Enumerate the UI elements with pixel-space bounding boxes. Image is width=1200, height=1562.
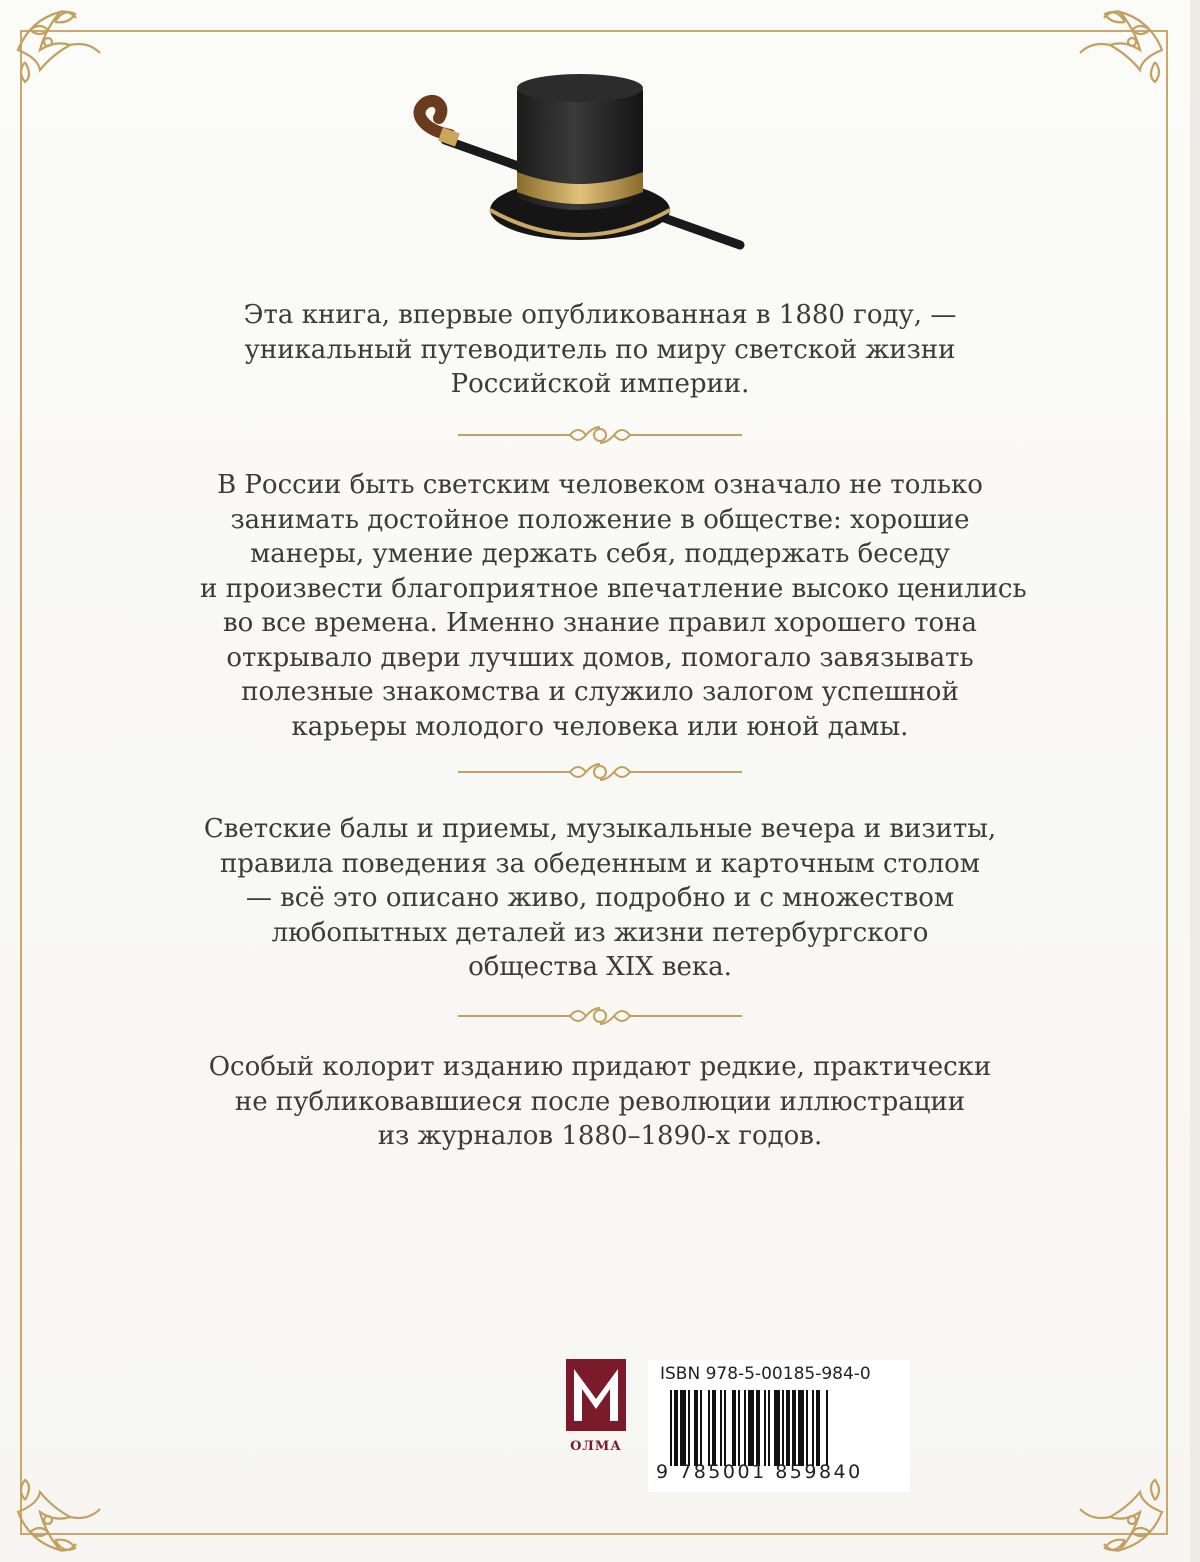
barcode-bar [680,1390,686,1466]
barcode-bar [764,1390,766,1466]
text-line: — всё это описано живо, подробно и с множеством [245,883,955,913]
barcode-bar [732,1390,736,1466]
barcode-bar [806,1390,808,1466]
text-line: Российской империи. [450,369,750,399]
text-line: любопытных деталей из жизни петербургского [271,917,929,948]
text-line: правила поведения за обеденным и карточным столом [219,848,981,879]
barcode-bar [738,1390,740,1466]
text-line: из журналов 1880–1890-х годов. [377,1121,823,1151]
paragraph-society [200,468,1027,744]
corner-ornament-top-left [10,0,120,100]
text-line: и произвести благоприятное впечатление высоко ценились [200,573,1027,604]
barcode-bar [786,1390,790,1466]
barcode-bar [812,1390,814,1466]
text-line: Особый колорит изданию придают редкие, практически [208,1052,992,1082]
barcode-bar [670,1390,672,1466]
paragraph-illustrations [200,1050,1000,1154]
barcode-bar [724,1390,726,1466]
text-line: уникальный путеводитель по миру светской жизни [244,334,956,365]
text-line: манеры, умение держать себя, поддержать беседу [250,539,950,569]
barcode-bar [792,1390,796,1466]
text-line: занимать достойное положение в обществе: хорошие [230,504,970,535]
barcode-bars-icon [670,1390,902,1466]
barcode-bar [694,1390,698,1466]
publisher-name: ОЛМА [570,1439,622,1454]
barcode-bar [748,1390,754,1466]
ean-digits: 9 785001 859840 [656,1461,863,1483]
publisher-logo [560,1355,632,1470]
barcode-bar [826,1390,828,1466]
corner-ornament-bottom-left [10,1462,120,1562]
text-line: карьеры молодого человека или юной дамы. [291,711,909,742]
isbn-text: ISBN 978-5-00185-984-0 [660,1364,871,1384]
corner-ornament-top-right [1060,0,1170,100]
barcode-bar [768,1390,770,1466]
olma-logo-icon [560,1355,632,1435]
barcode-bar [700,1390,702,1466]
barcode-bar [712,1390,716,1466]
barcode-bar [816,1390,820,1466]
isbn-barcode [648,1360,910,1492]
ornamental-divider [458,1003,742,1029]
paragraph-intro [200,298,1000,402]
barcode-bar [744,1390,746,1466]
barcode-bar [798,1390,804,1466]
paragraph-balls [200,812,1000,985]
ornamental-divider [458,759,742,785]
text-line: открывало двери лучших домов, помогало завязывать [226,642,974,673]
text-line: Эта книга, впервые опубликованная в 1880 году, — [243,300,957,330]
ornamental-divider [458,422,742,448]
barcode-bar [708,1390,710,1466]
text-line: Светские балы и приемы, музыкальные вечера и визиты, [203,814,997,844]
text-line: полезные знакомства и служило залогом успешной [241,677,959,707]
barcode-bar [674,1390,678,1466]
barcode-bar [720,1390,722,1466]
barcode-bar [756,1390,760,1466]
text-line: не публиковавшиеся после революции иллюстрации [234,1086,966,1117]
text-line: во все времена. Именно знание правил хорошего тона [222,608,978,638]
barcode-bar [774,1390,780,1466]
corner-ornament-bottom-right [1060,1462,1170,1562]
barcode-bar [782,1390,784,1466]
barcode-bar [688,1390,690,1466]
top-hat-and-cane-illustration [395,60,765,265]
text-line: В России быть светским человеком означало не только [217,470,983,500]
text-line: общества XIX века. [468,952,732,982]
